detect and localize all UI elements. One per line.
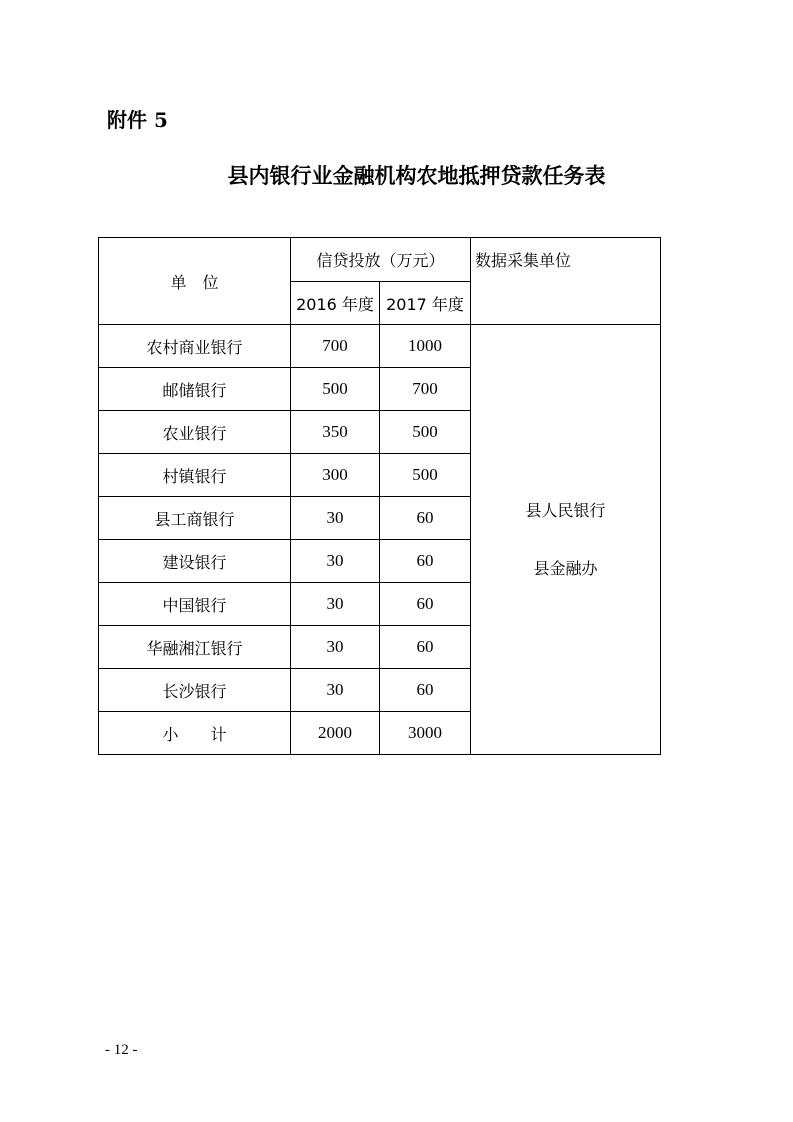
subtotal-2016: 2000 — [291, 712, 380, 755]
unit-cell: 长沙银行 — [99, 669, 291, 712]
value-2017-cell: 60 — [380, 497, 471, 540]
header-year-2016: 2016 年度 — [291, 282, 380, 325]
unit-cell: 村镇银行 — [99, 454, 291, 497]
document-title: 县内银行业金融机构农地抵押贷款任务表 — [227, 163, 606, 188]
collector-cell — [471, 325, 661, 755]
value-2016-cell: 300 — [291, 454, 380, 497]
header-year-2017: 2017 年度 — [380, 282, 471, 325]
unit-cell: 县工商银行 — [99, 497, 291, 540]
unit-cell: 建设银行 — [99, 540, 291, 583]
value-2017-cell: 60 — [380, 669, 471, 712]
value-2017-cell: 60 — [380, 540, 471, 583]
header-unit: 单 位 — [99, 238, 291, 325]
value-2017-cell: 60 — [380, 583, 471, 626]
value-2016-cell: 350 — [291, 411, 380, 454]
table-row — [99, 325, 661, 368]
header-credit: 信贷投放（万元） — [291, 238, 471, 282]
collector-finance-office: 县金融办 — [533, 558, 598, 578]
header-collector: 数据采集单位 — [471, 238, 661, 325]
value-2016-cell: 30 — [291, 497, 380, 540]
unit-cell: 中国银行 — [99, 583, 291, 626]
value-2017-cell: 700 — [380, 368, 471, 411]
collector-pboc: 县人民银行 — [525, 500, 606, 520]
attachment-label: 附件 5 — [107, 108, 168, 132]
unit-cell: 农村商业银行 — [99, 325, 291, 368]
unit-cell: 邮储银行 — [99, 368, 291, 411]
unit-cell: 华融湘江银行 — [99, 626, 291, 669]
value-2016-cell: 30 — [291, 540, 380, 583]
value-2016-cell: 30 — [291, 626, 380, 669]
value-2017-cell: 60 — [380, 626, 471, 669]
value-2016-cell: 500 — [291, 368, 380, 411]
value-2017-cell: 500 — [380, 411, 471, 454]
page-number: - 12 - — [105, 1042, 138, 1058]
task-table — [98, 237, 661, 755]
value-2016-cell: 30 — [291, 583, 380, 626]
subtotal-label: 小 计 — [99, 712, 291, 755]
subtotal-2017: 3000 — [380, 712, 471, 755]
value-2016-cell: 700 — [291, 325, 380, 368]
value-2016-cell: 30 — [291, 669, 380, 712]
unit-cell: 农业银行 — [99, 411, 291, 454]
value-2017-cell: 500 — [380, 454, 471, 497]
value-2017-cell: 1000 — [380, 325, 471, 368]
